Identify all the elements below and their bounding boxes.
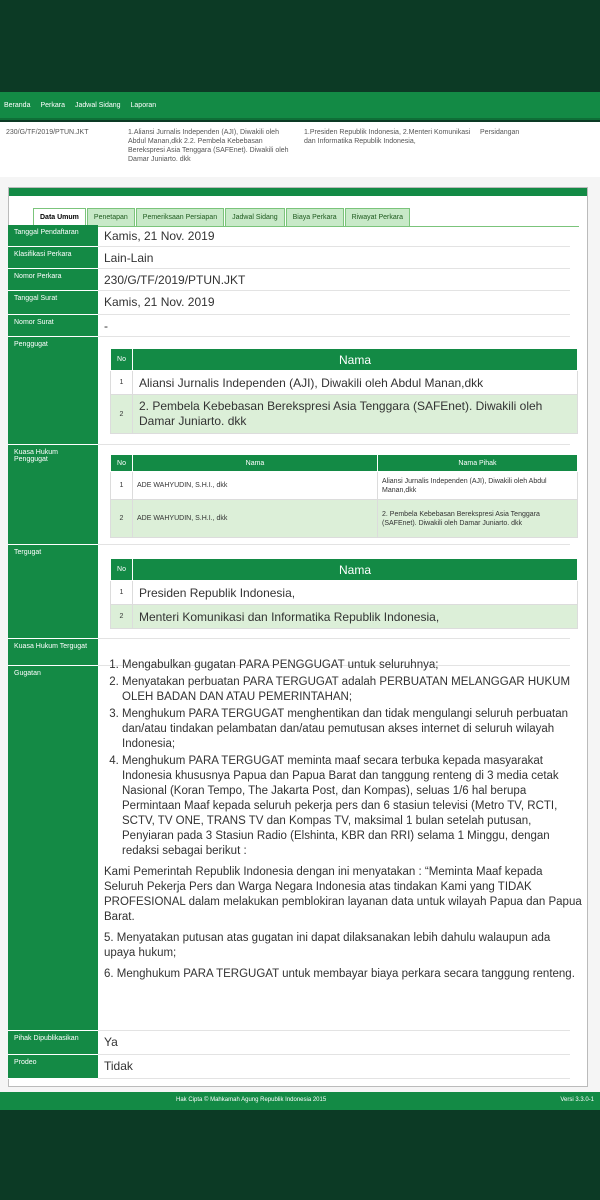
gugatan-list: [104, 658, 584, 859]
gugatan-text: [104, 658, 584, 982]
gugatan-item-5: 5. Menyatakan putusan atas gugatan ini dapat dilaksanakan lebih dahulu walaupun ada upaya hukum;: [104, 932, 551, 959]
kuasa-nama-1: ADE WAHYUDIN, S.H.I., dkk: [133, 472, 378, 500]
tab-bar: [33, 208, 411, 226]
label-nomor-surat: Nomor Surat: [8, 315, 98, 337]
footer-copyright: Hak Cipta © Mahkamah Agung Republik Indonesia 2015: [176, 1097, 327, 1103]
row-klasifikasi: [8, 247, 570, 269]
label-prodeo: Prodeo: [8, 1055, 98, 1079]
row-nomor-perkara: [8, 269, 570, 291]
penggugat-header-no: No: [111, 349, 133, 371]
penggugat-table: [110, 348, 578, 434]
tergugat-header-no: No: [111, 559, 133, 581]
nav-perkara[interactable]: Perkara: [40, 101, 65, 109]
nav-beranda[interactable]: Beranda: [4, 101, 31, 109]
main-nav: [0, 92, 600, 120]
label-tanggal-surat: Tanggal Surat: [8, 291, 98, 315]
kuasa-header-nama: Nama: [133, 455, 378, 472]
label-penggugat: Penggugat: [8, 337, 98, 445]
penggugat-header-nama: Nama: [133, 349, 578, 371]
row-tanggal-surat: [8, 291, 570, 315]
summary-status: Persidangan: [480, 129, 520, 136]
value-klasifikasi: Lain-Lain: [98, 247, 570, 269]
tergugat-table: [110, 558, 578, 629]
label-gugatan: Gugatan: [8, 666, 98, 1031]
label-kuasa-tergugat: Kuasa Hukum Tergugat: [8, 639, 98, 666]
row-nomor-surat: [8, 315, 570, 337]
kuasa-pihak-1: Aliansi Jurnalis Independen (AJI), Diwakili oleh Abdul Manan,dkk: [378, 472, 578, 500]
table-row: [111, 472, 578, 500]
value-nomor-surat: -: [98, 315, 570, 337]
gugatan-statement: Kami Pemerintah Republik Indonesia dengan ini menyatakan : “Meminta Maaf kepada Seluruh Pekerja Pers dan Warga Negara Indonesia atas tindakan Kami yang TIDAK PROFESIONAL dalam melakukan pemblokiran layanan data untuk wilayah Papua dan Papua Barat.: [104, 866, 582, 923]
gugatan-item-6: 6. Menghukum PARA TERGUGAT untuk membayar biaya perkara secara tanggung renteng.: [104, 968, 575, 980]
row-tanggal-pendaftaran: [8, 225, 570, 247]
label-pihak: Pihak Dipublikasikan: [8, 1031, 98, 1055]
value-prodeo: Tidak: [98, 1055, 570, 1079]
penggugat-nama-2: 2. Pembela Kebebasan Berekspresi Asia Tenggara (SAFEnet). Diwakili oleh Damar Juniarto. dkk: [133, 395, 578, 434]
table-row: [111, 395, 578, 434]
gugatan-item-4: 4. Menghukum PARA TERGUGAT meminta maaf secara terbuka kepada masyarakat Indonesia khususnya Papua dan Papua Barat dan tanggung renteng di 3 media cetak Nasional (Koran Tempo, The Jakarta Post, dan Kompas), seluas 1/6 hal berupa Permintaan Maaf kepada seluruh pekerja pers dan 6 stasiun televisi (Metro TV, RCTI, SCTV, TV ONE, TRANS TV dan Kompas TV, maksimal 1 bulan setelah putusan, Penyiaran pada 3 Stasiun Radio (Elshinta, KBR dan RRI) selama 1 Minggu, dengan redaksi sebagai berikut :: [122, 754, 584, 859]
label-tanggal-pendaftaran: Tanggal Pendaftaran: [8, 225, 98, 247]
row-pihak-dipublikasikan: [8, 1031, 570, 1055]
summary-penggugat: 1.Aliansi Jurnalis Independen (AJI), Diwakili oleh Abdul Manan,dkk 2.2. Pembela Kebebasan Berekspresi Asia Tenggara (SAFEnet). Diwakili oleh Damar Juniarto. dkk: [128, 129, 289, 163]
gugatan-item-3: 3. Menghukum PARA TERGUGAT menghentikan dan tidak mengulangi seluruh perbuatan dan/atau tindakan pelambatan dan/atau pemutusan akses internet di seluruh wilayah Indonesia;: [122, 707, 584, 752]
tergugat-nama-2: Menteri Komunikasi dan Informatika Republik Indonesia,: [133, 605, 578, 629]
nav-laporan[interactable]: Laporan: [130, 101, 157, 109]
tergugat-no-2: 2: [111, 605, 133, 629]
footer: [0, 1092, 600, 1110]
row-prodeo: [8, 1055, 570, 1079]
value-tanggal-surat: Kamis, 21 Nov. 2019: [98, 291, 570, 315]
label-tergugat: Tergugat: [8, 545, 98, 639]
value-nomor-perkara: 230/G/TF/2019/PTUN.JKT: [98, 269, 570, 291]
table-row: [111, 605, 578, 629]
kuasa-pihak-2: 2. Pembela Kebebasan Berekspresi Asia Tenggara (SAFEnet). Diwakili oleh Damar Juniarto. dkk: [378, 500, 578, 538]
footer-version: Versi 3.3.0-1: [560, 1097, 594, 1103]
penggugat-nama-1: Aliansi Jurnalis Independen (AJI), Diwakili oleh Abdul Manan,dkk: [133, 371, 578, 395]
nav-jadwal-sidang[interactable]: Jadwal Sidang: [74, 101, 121, 109]
table-row: [111, 581, 578, 605]
summary-tergugat: 1.Presiden Republik Indonesia, 2.Menteri Komunikasi dan Informatika Republik Indonesia,: [304, 129, 471, 145]
value-tanggal-pendaftaran: Kamis, 21 Nov. 2019: [98, 225, 570, 247]
case-summary-row: [0, 122, 600, 177]
label-klasifikasi: Klasifikasi Perkara: [8, 247, 98, 269]
tab-jadwal-sidang[interactable]: Jadwal Sidang: [225, 208, 285, 226]
tab-data-umum[interactable]: Data Umum: [33, 208, 86, 226]
gugatan-item-1: 1. Mengabulkan gugatan PARA PENGGUGAT untuk seluruhnya;: [122, 658, 584, 673]
kuasa-no-1: 1: [111, 472, 133, 500]
kuasa-nama-2: ADE WAHYUDIN, S.H.I., dkk: [133, 500, 378, 538]
penggugat-no-2: 2: [111, 395, 133, 434]
summary-nomor: 230/G/TF/2019/PTUN.JKT: [6, 129, 89, 136]
kuasa-header-pihak: Nama Pihak: [378, 455, 578, 472]
top-dark-bar: [0, 0, 600, 92]
tergugat-header-nama: Nama: [133, 559, 578, 581]
panel-header: [9, 188, 587, 196]
tergugat-no-1: 1: [111, 581, 133, 605]
table-row: [111, 371, 578, 395]
tab-riwayat-perkara[interactable]: Riwayat Perkara: [345, 208, 410, 226]
table-row: [111, 500, 578, 538]
tab-pemeriksaan-persiapan[interactable]: Pemeriksaan Persiapan: [136, 208, 224, 226]
kuasa-header-no: No: [111, 455, 133, 472]
label-nomor-perkara: Nomor Perkara: [8, 269, 98, 291]
kuasa-penggugat-table: [110, 454, 578, 538]
tab-penetapan[interactable]: Penetapan: [87, 208, 135, 226]
tab-biaya-perkara[interactable]: Biaya Perkara: [286, 208, 344, 226]
kuasa-no-2: 2: [111, 500, 133, 538]
tergugat-nama-1: Presiden Republik Indonesia,: [133, 581, 578, 605]
gugatan-item-2: 2. Menyatakan perbuatan PARA TERGUGAT adalah PERBUATAN MELANGGAR HUKUM OLEH BADAN DAN ATAU PEMERINTAHAN;: [122, 675, 584, 705]
penggugat-no-1: 1: [111, 371, 133, 395]
label-kuasa-penggugat: Kuasa Hukum Penggugat: [8, 445, 98, 545]
value-pihak: Ya: [98, 1031, 570, 1055]
